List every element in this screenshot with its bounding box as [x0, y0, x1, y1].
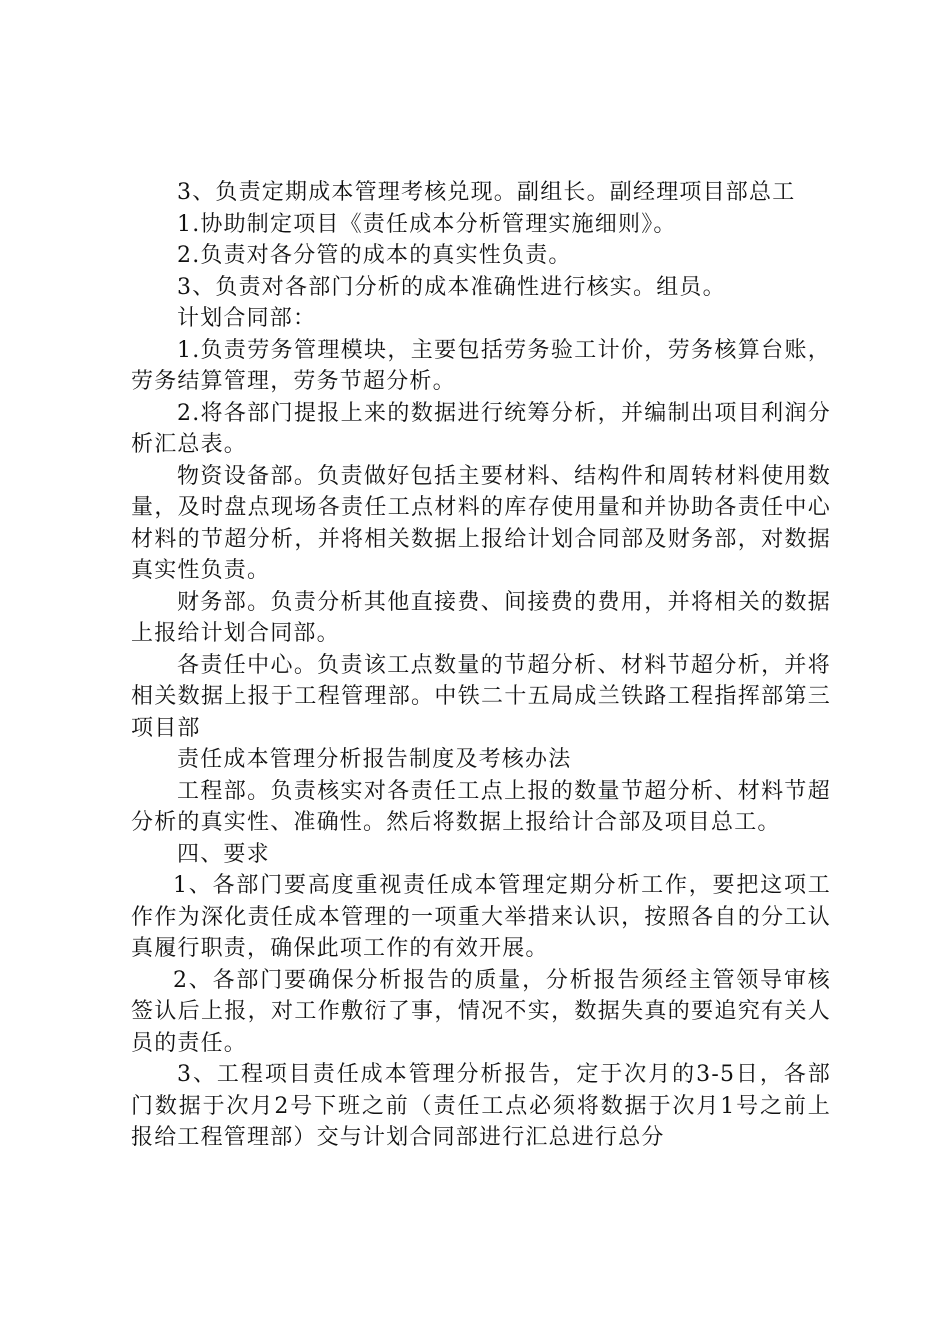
paragraph-requirement-2: 2、各部门要确保分析报告的质量，分析报告须经主管领导审核签认后上报，对工作敷衍了事，情况不实，数据失真的要追究有关人员的责任。 — [131, 967, 831, 1056]
paragraph-cost-authenticity: 2.负责对各分管的成本的真实性负责。 — [177, 243, 572, 268]
paragraph-verify-accuracy: 3、负责对各部门分析的成本准确性进行核实。组员。 — [177, 274, 726, 300]
paragraph-contract-dept-heading: 计划合同部： — [177, 306, 317, 331]
paragraph-report-title: 责任成本管理分析报告制度及考核办法 — [177, 747, 572, 772]
paragraph-finance-dept: 财务部。负责分析其他直接费、间接费的费用，并将相关的数据上报给计划合同部。 — [131, 589, 831, 646]
paragraph-responsibility-centers: 各责任中心。负责该工点数量的节超分析、材料节超分析，并将相关数据上报于工程管理部。中铁二十五局成兰铁路工程指挥部第三项目部 — [131, 652, 831, 741]
paragraph-requirement-1: 1、各部门要高度重视责任成本管理定期分析工作，要把这项工作作为深化责任成本管理的一项重大举措来认识，按照各自的分工认真履行职责，确保此项工作的有效开展。 — [131, 873, 831, 961]
section-heading-requirements: 四、要求 — [177, 841, 270, 867]
paragraph-profit-summary: 2.将各部门提报上来的数据进行统筹分析，并编制出项目利润分析汇总表。 — [131, 400, 831, 457]
paragraph-engineering-dept: 工程部。负责核实对各责任工点上报的数量节超分析、材料节超分析的真实性、准确性。然后将数据上报给计合部及项目总工。 — [131, 778, 831, 835]
paragraph-labor-management: 1.负责劳务管理模块，主要包括劳务验工计价，劳务核算台账，劳务结算管理，劳务节超分析。 — [131, 337, 831, 394]
paragraph-duty-3-deputy-leader: 3、负责定期成本管理考核兑现。副组长。副经理项目部总工 — [177, 180, 796, 205]
paragraph-requirement-3: 3、工程项目责任成本管理分析报告，定于次月的3-5日，各部门数据于次月2号下班之前（责任工点必须将数据于次月1号之前上报给工程管理部）交与计划合同部进行汇总进行总分 — [131, 1062, 831, 1150]
paragraph-assist-rules: 1.协助制定项目《责任成本分析管理实施细则》。 — [177, 211, 677, 237]
paragraph-materials-dept: 物资设备部。负责做好包括主要材料、结构件和周转材料使用数量，及时盘点现场各责任工点材料的库存使用量和并协助各责任中心材料的节超分析，并将相关数据上报给计划合同部及财务部，对数据真实性负责。 — [131, 463, 831, 583]
document-body — [131, 177, 831, 1154]
